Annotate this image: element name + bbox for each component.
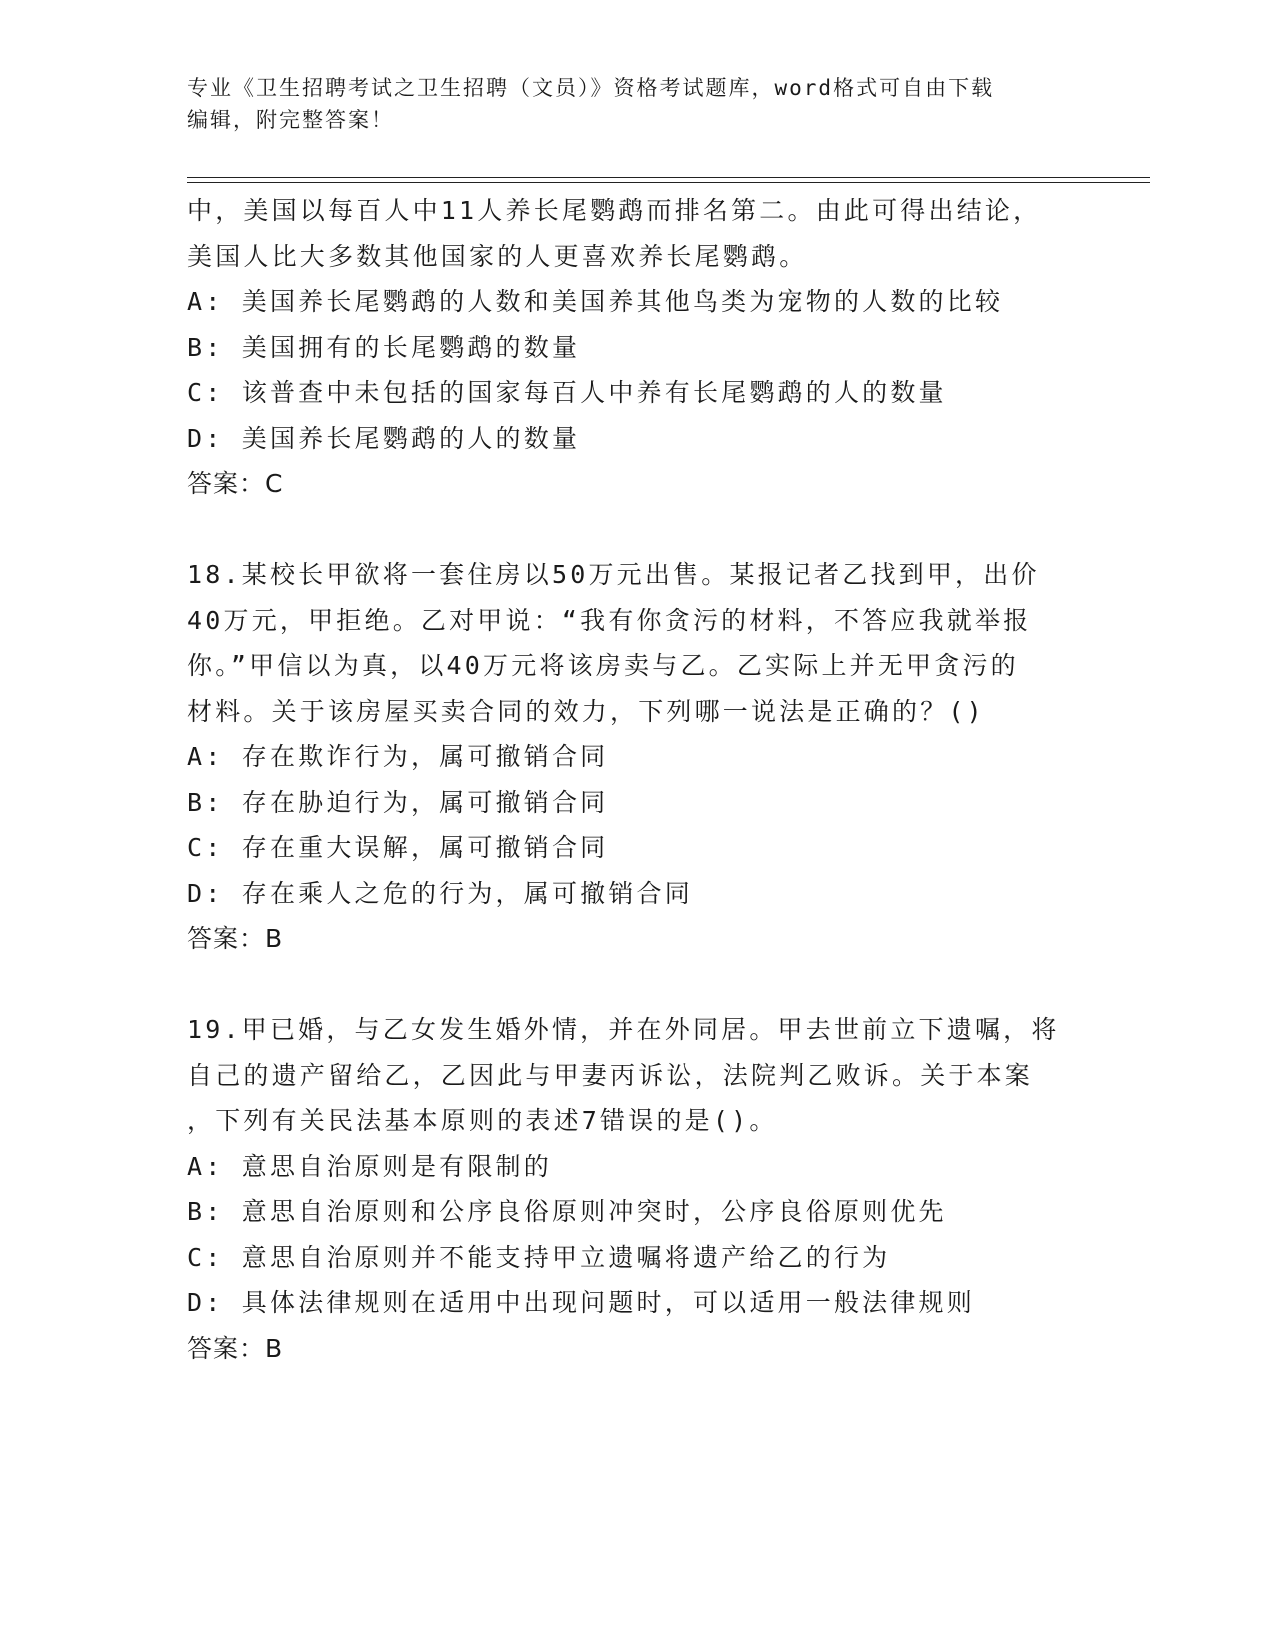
question-stem-line: 你。”甲信以为真，以40万元将该房卖与乙。乙实际上并无甲贪污的 (187, 651, 1019, 680)
question-stem-line: 材料。关于该房屋买卖合同的效力，下列哪一说法是正确的？() (187, 696, 985, 726)
option-c: C: 意思自治原则并不能支持甲立遗嘱将遗产给乙的行为 (187, 1242, 891, 1272)
option-a: A: 存在欺诈行为，属可撤销合同 (187, 742, 609, 771)
option-b: B: 存在胁迫行为，属可撤销合同 (187, 787, 609, 817)
option-b: B: 美国拥有的长尾鹦鹉的数量 (187, 332, 581, 362)
option-a: A: 美国养长尾鹦鹉的人数和美国养其他鸟类为宠物的人数的比较 (187, 287, 1004, 316)
question-19 (187, 1007, 1107, 1371)
option-d: D: 具体法律规则在适用中出现问题时，可以适用一般法律规则 (187, 1288, 975, 1317)
header-divider-bottom (187, 182, 1150, 183)
page-header (187, 72, 1087, 136)
question-17-continued (187, 188, 1107, 507)
option-a: A: 意思自治原则是有限制的 (187, 1151, 552, 1181)
option-c: C: 存在重大误解，属可撤销合同 (187, 833, 609, 862)
question-stem-line: 中，美国以每百人中11人养长尾鹦鹉而排名第二。由此可得出结论， (187, 196, 1042, 225)
answer-label: 答案：B (187, 1333, 284, 1363)
option-b: B: 意思自治原则和公序良俗原则冲突时，公序良俗原则优先 (187, 1197, 947, 1226)
answer-label: 答案：B (187, 924, 284, 953)
header-line: 专业《卫生招聘考试之卫生招聘（文员）》资格考试题库，word格式可自由下载 (187, 76, 995, 100)
question-stem-line: 自己的遗产留给乙，乙因此与甲妻丙诉讼，法院判乙败诉。关于本案 (187, 1060, 1034, 1090)
option-d: D: 美国养长尾鹦鹉的人的数量 (187, 423, 581, 453)
header-line: 编辑，附完整答案！ (187, 108, 394, 132)
question-stem-line: 19.甲已婚，与乙女发生婚外情，并在外同居。甲去世前立下遗嘱，将 (187, 1015, 1060, 1044)
question-stem-line: ，下列有关民法基本原则的表述7错误的是()。 (187, 1106, 778, 1135)
question-18 (187, 552, 1107, 962)
question-stem-line: 40万元，甲拒绝。乙对甲说：“我有你贪污的材料，不答应我就举报 (187, 605, 1032, 635)
question-stem-line: 美国人比大多数其他国家的人更喜欢养长尾鹦鹉。 (187, 241, 808, 271)
option-c: C: 该普查中未包括的国家每百人中养有长尾鹦鹉的人的数量 (187, 378, 947, 407)
option-d: D: 存在乘人之危的行为，属可撤销合同 (187, 878, 693, 908)
question-list (187, 188, 1107, 1371)
question-stem-line: 18.某校长甲欲将一套住房以50万元出售。某报记者乙找到甲，出价 (187, 560, 1040, 589)
answer-label: 答案：C (187, 469, 284, 498)
header-divider-top (187, 177, 1150, 178)
